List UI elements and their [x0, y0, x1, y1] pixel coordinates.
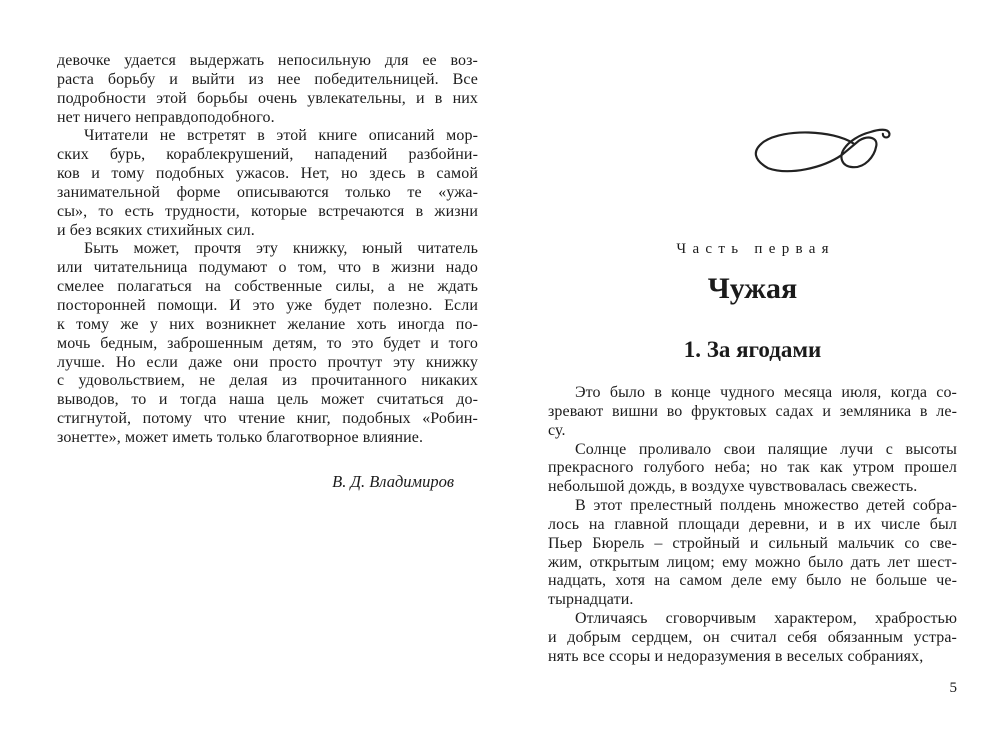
text-line: и без всяких стихийных сил.: [57, 221, 255, 239]
text-line: стигнутой, потому что чтение книг, подобных «Робин-: [57, 410, 478, 428]
paragraph: [548, 441, 957, 498]
paragraph: [57, 52, 478, 127]
paragraph: [57, 240, 478, 447]
text-line: лось на главной площади деревни, и в их числе был: [548, 515, 957, 533]
text-line: подробности этой борьбы очень увлекательны, и в них: [57, 89, 478, 107]
text-line: и добрым сердцем, он считал себя обязанным устра-: [548, 628, 957, 646]
right-text-block: [548, 384, 957, 667]
author-signature: В. Д. Владимиров: [332, 472, 454, 491]
text-line: или читательница подумают о том, что в жизни надо: [57, 259, 478, 277]
text-line: Читатели не встретят в этой книге описаний мор-: [84, 127, 478, 145]
text-line: Пьер Бюрель – стройный и сильный мальчик со све-: [548, 534, 957, 552]
text-line: занимательной форме описываются только те «ужа-: [57, 183, 478, 201]
page-right: [500, 0, 1000, 750]
text-line: су.: [548, 421, 566, 439]
text-line: сы», то есть трудности, которые встречаются в жизни: [57, 202, 478, 220]
text-line: надцать, хотя на самом деле ему было не больше че-: [548, 572, 957, 590]
part-label: Часть первая: [676, 241, 835, 257]
text-line: тырнадцати.: [548, 591, 634, 609]
text-line: нет ничего неправдоподобного.: [57, 108, 275, 126]
text-line: девочке удается выдержать непосильную для ее воз-: [57, 52, 478, 69]
text-line: мочь бедным, заброшенным детям, то это будет и того: [57, 334, 478, 352]
text-line: жим, открытым лицом; ему можно было дать лет шест-: [548, 553, 957, 571]
paragraph: [548, 384, 957, 441]
chapter-title: 1. За ягодами: [683, 337, 822, 362]
text-line: лучше. Но если даже они просто прочтут эту книжку: [57, 353, 478, 371]
text-line: небольшой дождь, в воздухе чувствовалась свежесть.: [548, 478, 918, 496]
text-line: ских бурь, кораблекрушений, нападений разбойни-: [57, 146, 478, 164]
paragraph: [548, 497, 957, 610]
text-line: смелее полагаться на собственные силы, а не ждать: [57, 278, 478, 296]
text-line: Отличаясь сговорчивым характером, храбростью: [575, 610, 957, 628]
text-line: нять все ссоры и недоразумения в веселых собраниях,: [548, 647, 924, 665]
text-line: раста борьбу и выйти из нее победительницей. Все: [57, 70, 478, 88]
page-number: 5: [949, 680, 957, 696]
text-line: выводов, то и тогда наша цель может считаться до-: [57, 391, 478, 409]
text-line: прекрасного голубого неба; но так как утром прошел: [548, 459, 957, 477]
text-line: Это было в конце чудного месяца июля, когда со-: [575, 384, 957, 401]
text-line: с удовольствием, не делая из прочитанного никаких: [57, 372, 478, 390]
paragraph: [548, 610, 957, 667]
text-line: В этот прелестный полдень множество детей собра-: [575, 497, 957, 515]
text-line: посторонней помощи. И это уже будет полезно. Если: [57, 296, 478, 314]
text-line: ков и тому подобных ужасов. Нет, но здесь в самой: [57, 165, 478, 183]
left-text-block: [57, 52, 478, 448]
text-line: Быть может, прочтя эту книжку, юный читатель: [84, 240, 478, 258]
text-line: зонетте», может иметь только благотворное влияние.: [57, 428, 424, 446]
paragraph: [57, 127, 478, 240]
text-line: зревают вишни во фруктовых садах и земляника в ле-: [548, 402, 957, 420]
part-title: Чужая: [707, 272, 798, 305]
flourish-ornament-icon: [618, 122, 1000, 185]
text-line: Солнце проливало свои палящие лучи с высоты: [575, 440, 957, 458]
text-line: к тому же у них возникнет желание хоть иногда по-: [57, 315, 478, 333]
